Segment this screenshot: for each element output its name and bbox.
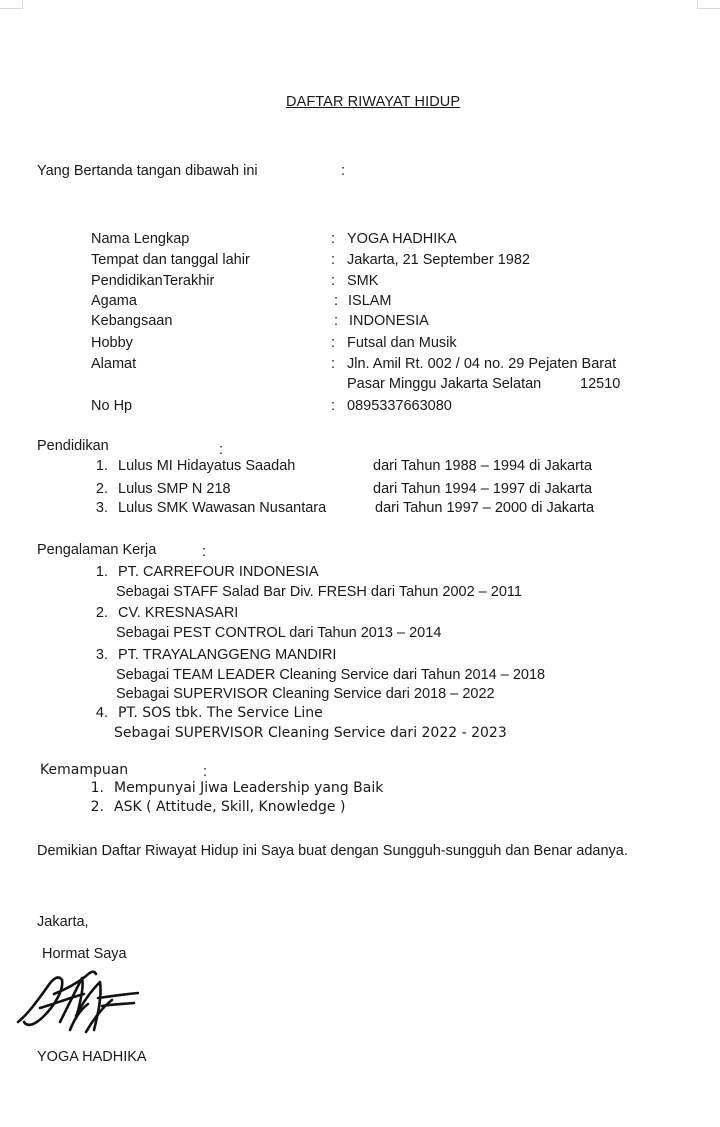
personal-label: No Hp (91, 398, 133, 414)
personal-row-religion (91, 293, 651, 313)
document-title: DAFTAR RIWAYAT HIDUP (286, 94, 461, 110)
signer-name: YOGA HADHIKA (37, 1049, 147, 1065)
regards-text: Hormat Saya (42, 946, 127, 962)
skill-text: ASK ( Attitude, Skill, Knowledge ) (114, 799, 346, 815)
personal-value: SMK (347, 273, 379, 289)
list-number: 1. (95, 458, 108, 474)
education-period: dari Tahun 1997 – 2000 di Jakarta (375, 500, 595, 516)
list-number: 3. (95, 647, 108, 663)
personal-row-name (91, 231, 651, 251)
list-number: 2. (95, 605, 108, 621)
skill-item (0, 780, 720, 800)
personal-colon: : (334, 313, 339, 329)
personal-label: Kebangsaan (91, 313, 173, 329)
experience-item (0, 605, 720, 625)
personal-label: Hobby (91, 335, 133, 351)
personal-label: PendidikanTerakhir (91, 273, 215, 289)
personal-value: Jakarta, 21 September 1982 (347, 252, 530, 268)
experience-company: PT. TRAYALANGGENG MANDIRI (118, 647, 337, 663)
list-number: 4. (95, 705, 108, 721)
experience-detail: Sebagai PEST CONTROL dari Tahun 2013 – 2014 (116, 625, 442, 641)
experience-detail: Sebagai TEAM LEADER Cleaning Service dari Tahun 2014 – 2018 (116, 667, 546, 683)
closing-statement: Demikian Daftar Riwayat Hidup ini Saya buat dengan Sungguh-sungguh dan Benar adanya. (37, 843, 628, 859)
experience-detail: Sebagai SUPERVISOR Cleaning Service dari 2018 – 2022 (116, 686, 495, 702)
signature-image (14, 960, 139, 1045)
experience-item (0, 705, 720, 725)
personal-label: Agama (91, 293, 137, 309)
personal-value: Futsal dan Musik (347, 335, 457, 351)
personal-label: Nama Lengkap (91, 231, 190, 247)
personal-colon: : (331, 252, 336, 268)
personal-colon: : (331, 273, 336, 289)
education-heading: Pendidikan (37, 438, 109, 454)
personal-value: YOGA HADHIKA (347, 231, 457, 247)
list-number: 1. (90, 780, 104, 796)
personal-colon: : (334, 293, 339, 309)
experience-detail: Sebagai SUPERVISOR Cleaning Service dari 2022 - 2023 (114, 725, 507, 741)
education-school: Lulus MI Hidayatus Saadah (118, 458, 296, 474)
experience-item (0, 564, 720, 584)
personal-row-phone (91, 398, 651, 418)
experience-item (0, 647, 720, 667)
personal-value: 0895337663080 (347, 398, 452, 414)
personal-label: Tempat dan tanggal lahir (91, 252, 250, 268)
skills-colon: : (203, 764, 208, 780)
page-corner-marker (697, 0, 720, 9)
postal-code: 12510 (580, 376, 621, 392)
personal-colon: : (331, 398, 336, 414)
skill-text: Mempunyai Jiwa Leadership yang Baik (114, 780, 384, 796)
personal-colon: : (331, 356, 336, 372)
personal-row-education (91, 273, 651, 293)
address-line-2: Pasar Minggu Jakarta Selatan (347, 376, 542, 392)
experience-company: PT. SOS tbk. The Service Line (118, 705, 323, 721)
list-number: 2. (90, 799, 104, 815)
experience-company: CV. KRESNASARI (118, 605, 239, 621)
intro-colon: : (341, 163, 346, 179)
education-school: Lulus SMK Wawasan Nusantara (118, 500, 327, 516)
personal-label: Alamat (91, 356, 137, 372)
page-corner-marker (0, 0, 23, 9)
personal-row-nationality (91, 313, 651, 333)
skills-heading: Kemampuan (40, 762, 129, 778)
list-number: 3. (95, 500, 108, 516)
place-text: Jakarta, (37, 914, 89, 930)
education-school: Lulus SMP N 218 (118, 481, 231, 497)
education-item (0, 458, 720, 478)
experience-detail: Sebagai STAFF Salad Bar Div. FRESH dari Tahun 2002 – 2011 (116, 584, 522, 600)
personal-row-address (91, 356, 651, 376)
personal-value: INDONESIA (349, 313, 429, 329)
education-colon: : (219, 442, 224, 458)
intro-text: Yang Bertanda tangan dibawah ini (37, 163, 258, 179)
personal-colon: : (331, 335, 336, 351)
personal-row-birth (91, 252, 651, 272)
personal-value: ISLAM (348, 293, 392, 309)
list-number: 1. (95, 564, 108, 580)
experience-heading: Pengalaman Kerja (37, 542, 157, 558)
education-period: dari Tahun 1988 – 1994 di Jakarta (373, 458, 593, 474)
experience-colon: : (202, 544, 207, 560)
list-number: 2. (95, 481, 108, 497)
skill-item (0, 799, 720, 819)
experience-company: PT. CARREFOUR INDONESIA (118, 564, 319, 580)
personal-colon: : (331, 231, 336, 247)
personal-value: Jln. Amil Rt. 002 / 04 no. 29 Pejaten Barat (347, 356, 617, 372)
education-item (0, 500, 720, 520)
personal-row-hobby (91, 335, 651, 355)
education-period: dari Tahun 1994 – 1997 di Jakarta (373, 481, 593, 497)
education-item (0, 481, 720, 501)
